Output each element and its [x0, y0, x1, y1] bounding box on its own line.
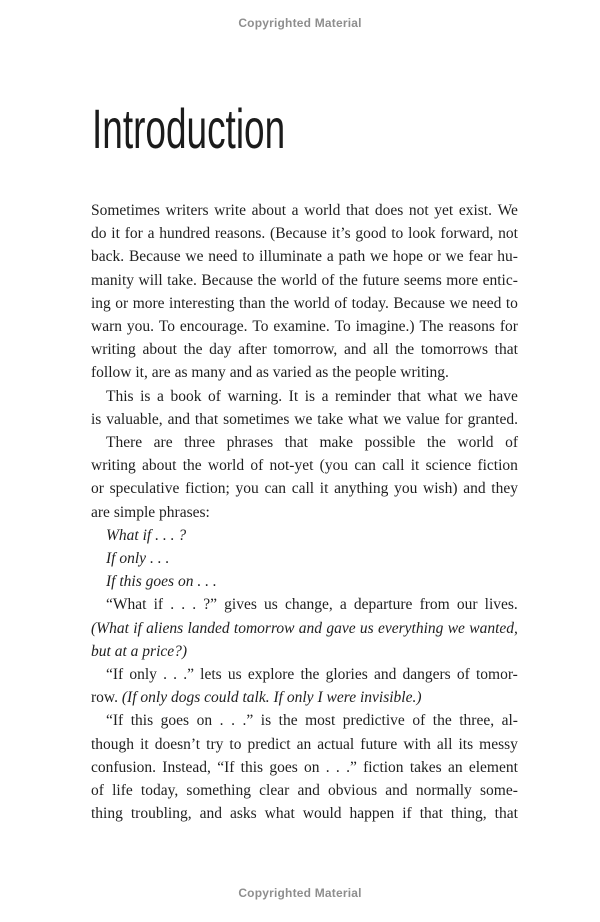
text-line: but at a price?): [91, 642, 188, 660]
text-line: “If only . . .” lets us explore the glories and dangers of tomor-: [106, 666, 518, 684]
text-line: back. Because we need to illuminate a path we hope or we fear hu-: [91, 248, 518, 266]
text-line: are simple phrases:: [91, 503, 210, 521]
body-text: [91, 199, 518, 825]
text-line: ing or more interesting than the world of today. Because we need to: [91, 294, 518, 312]
text-line: If only . . .: [106, 550, 170, 568]
chapter-title: Introduction: [92, 97, 286, 160]
text-line: or speculative fiction; you can call it anything you wish) and they: [91, 480, 518, 498]
copyright-watermark-bottom: Copyrighted Material: [238, 886, 362, 900]
text-line: writing about the world of not-yet (you can call it science fiction: [91, 457, 518, 475]
text-line: “If this goes on . . .” is the most predictive of the three, al-: [106, 712, 518, 730]
text-line: do it for a hundred reasons. (Because it’s good to look forward, not: [91, 225, 518, 243]
text-line: warn you. To encourage. To examine. To imagine.) The reasons for: [91, 318, 518, 336]
text-line: If this goes on . . .: [106, 573, 217, 591]
text-line: (What if aliens landed tomorrow and gave us everything we wanted,: [91, 619, 518, 637]
text-line: thing troubling, and asks what would happen if that thing, that: [91, 805, 518, 823]
text-line: writing about the day after tomorrow, and all the tomorrows that: [91, 341, 518, 359]
copyright-watermark-top: Copyrighted Material: [238, 16, 362, 30]
text-line: though it doesn’t try to predict an actual future with all its messy: [91, 735, 518, 753]
text-line: row. (If only dogs could talk. If only I were invisible.): [91, 689, 422, 707]
text-line: This is a book of warning. It is a reminder that what we have: [106, 387, 518, 405]
text-line: confusion. Instead, “If this goes on . . .” fiction takes an element: [91, 758, 518, 776]
text-line: manity will take. Because the world of the future seems more entic-: [91, 271, 518, 289]
text-line: There are three phrases that make possible the world of: [106, 434, 518, 452]
text-line: follow it, are as many and as varied as the people writing.: [91, 364, 449, 382]
text-line: is valuable, and that sometimes we take what we value for granted.: [91, 410, 518, 428]
text-line: of life today, something clear and obvious and normally some-: [91, 782, 518, 800]
text-line: Sometimes writers write about a world that does not yet exist. We: [91, 202, 518, 219]
text-line: What if . . . ?: [106, 526, 187, 544]
text-line: “What if . . . ?” gives us change, a departure from our lives.: [106, 596, 518, 614]
